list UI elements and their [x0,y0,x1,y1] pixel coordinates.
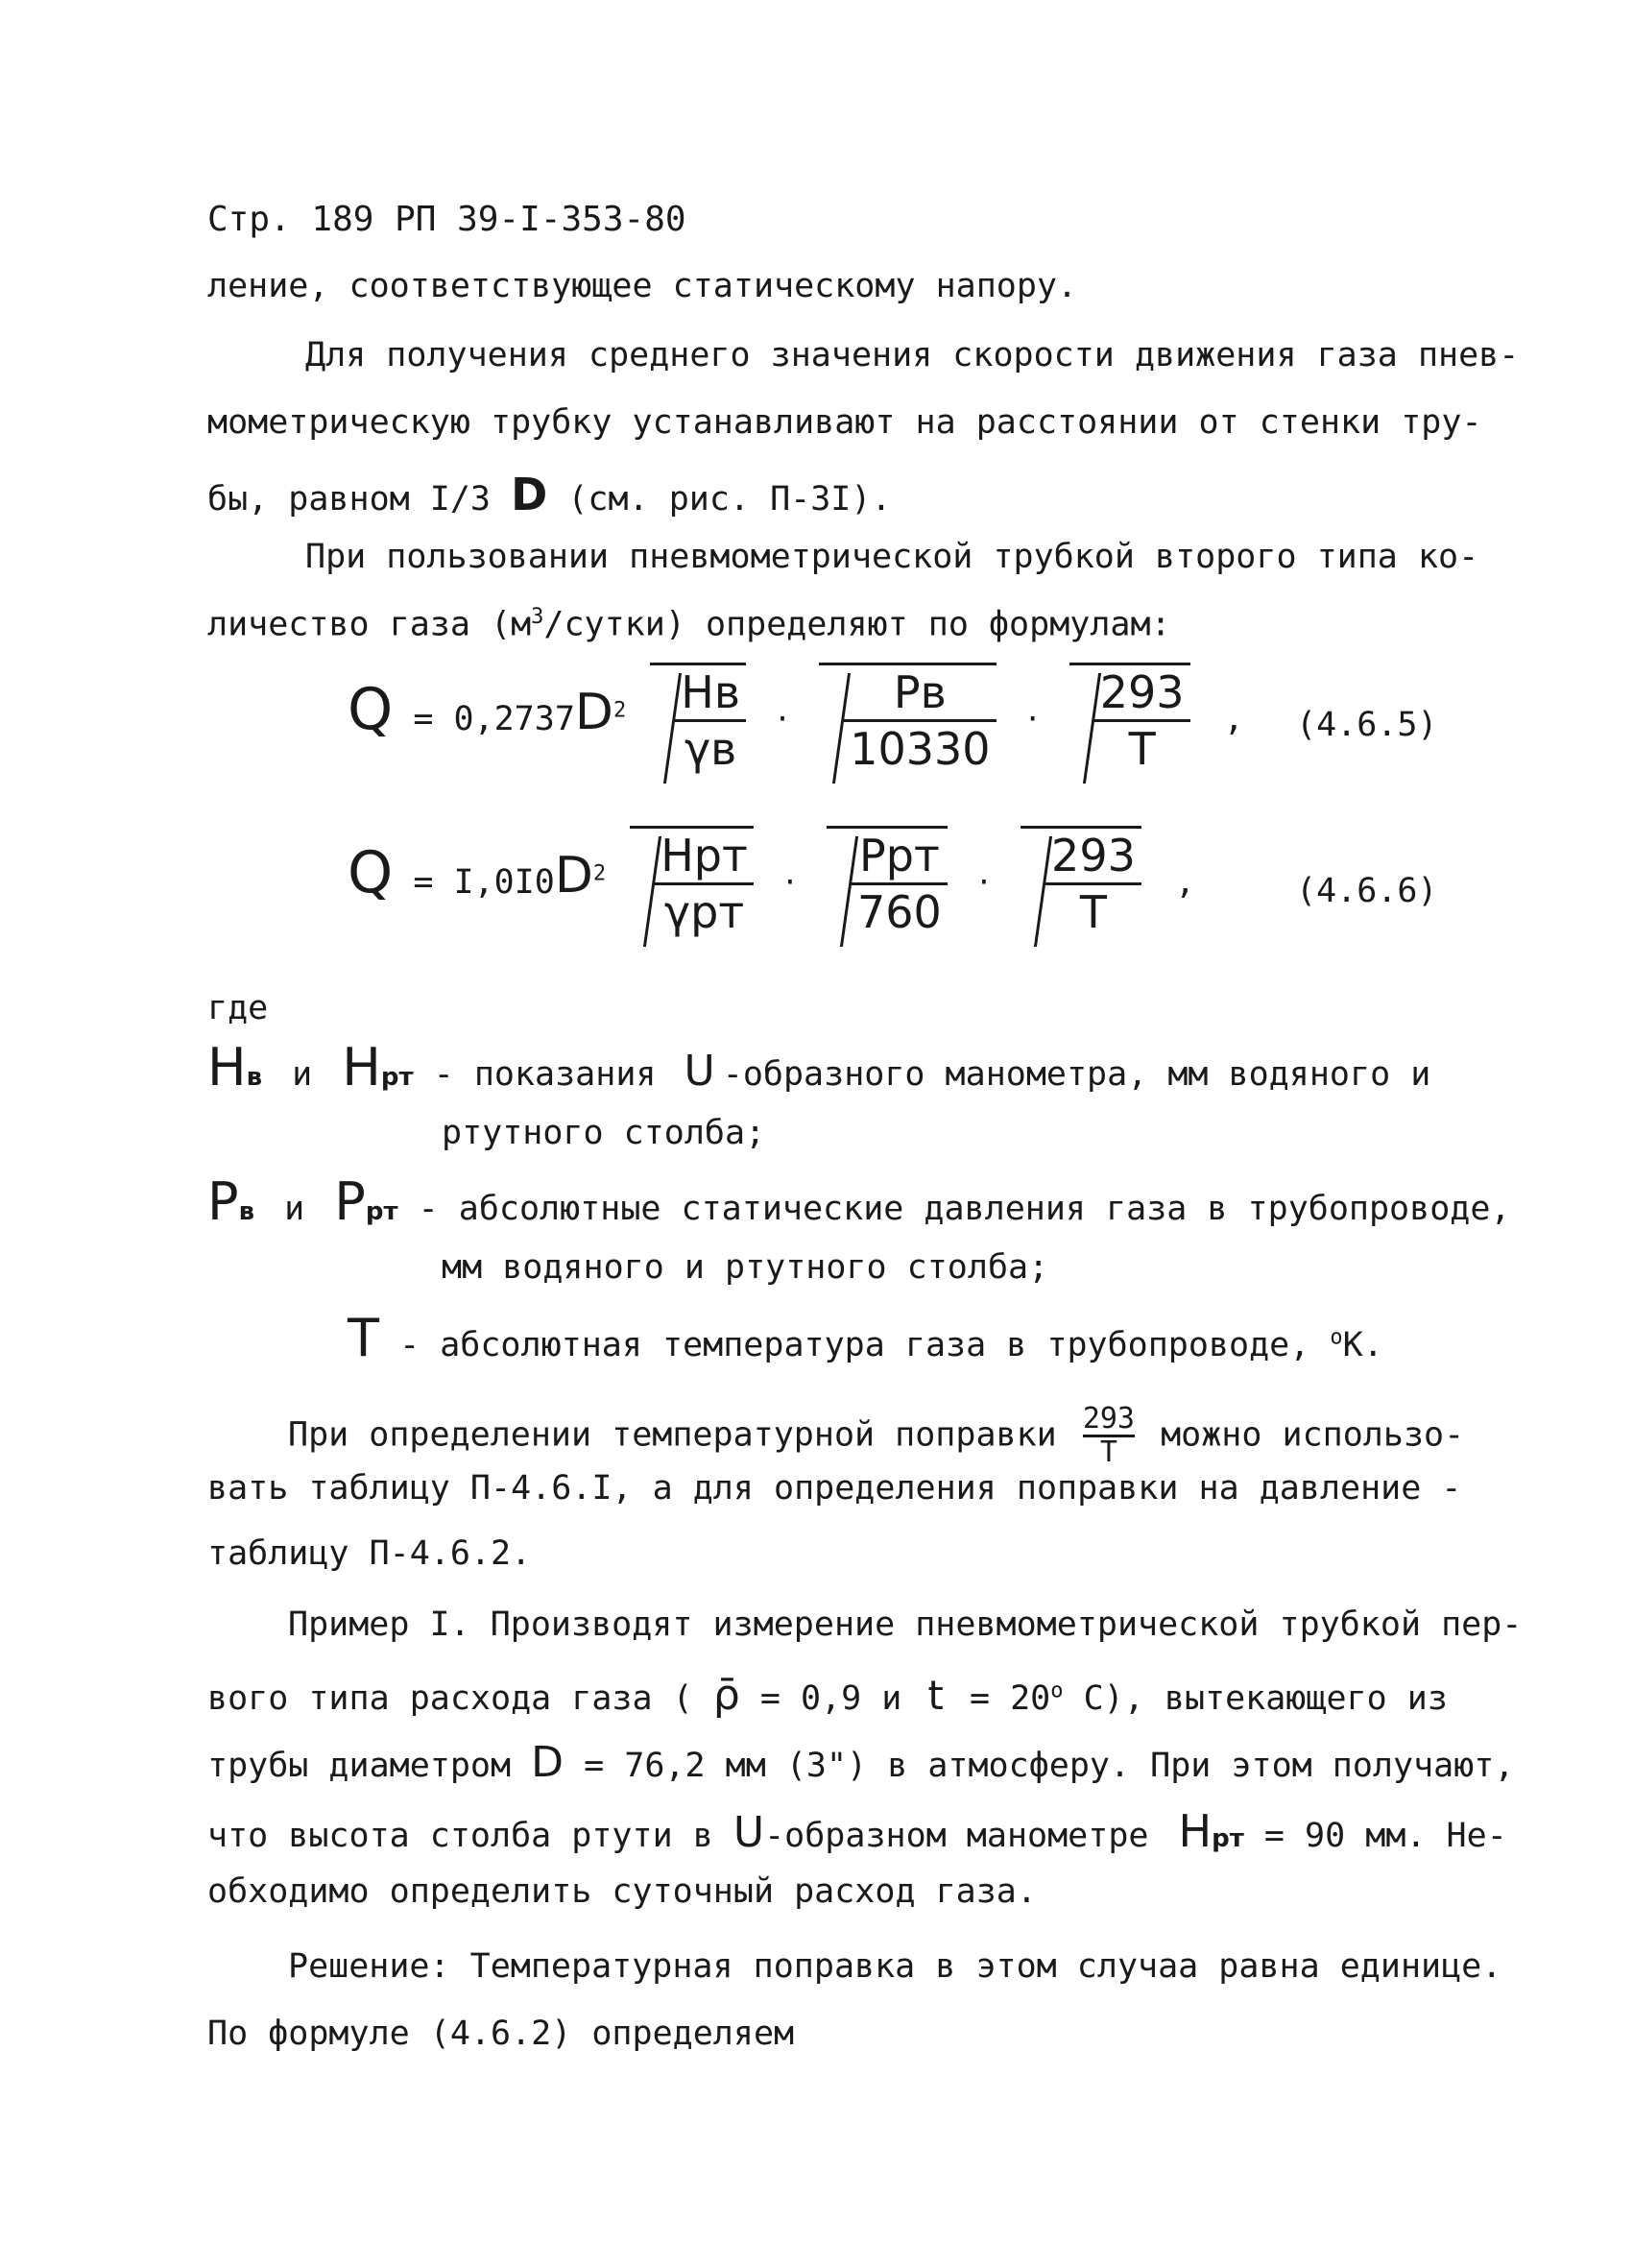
sqrt-term: $\frac{Hв}{\gamma в}$ [650,663,746,776]
sqrt-term: $\frac{\text{Pрт}}{760}$ [827,826,948,939]
sqrt-term: $\frac{293}{T}$ [1021,826,1141,939]
paragraph-line: Решение: Температурная поправка в этом случаа равна единице. [288,1947,1502,1986]
paragraph-line: трубы диаметром D = 76,2 мм (3") в атмосферу. При этом получают, [207,1738,1515,1787]
sqrt-term: $\frac{293}{T}$ [1069,663,1190,776]
where-label: где [207,989,269,1027]
sqrt-term: $\frac{\text{Hрт}}{\text{γрт}}$ [630,826,754,939]
paragraph-line: Пример I. Производят измерение пневмометрической трубкой пер- [288,1605,1523,1644]
equation-number: (4.6.6) [1296,872,1438,910]
page-label: Стр. [207,200,291,239]
paragraph-line: ление, соответствующее статическому напору. [207,267,1078,305]
paragraph-line: При определении температурной поправки $\frac{293}{T}$ можно использо- [288,1402,1465,1469]
page-number: 189 [311,200,374,239]
page-header [207,200,686,239]
formula-4-6-5: $Q = 0,2737D^2$ $\frac{Hв}{\gamma в}$ · $\frac{Pв}{10330}$ · $\frac{293}{T}$ , [348,663,1244,776]
temperature-correction-fraction: $\frac{293}{T}$ [1082,1402,1135,1469]
formula-4-6-6: $Q = I,0I0D^2$ $\frac{\text{Hрт}}{\text{γрт}}$ · $\frac{\text{Pрт}}{760}$ · $\frac{293}{T}$ , [348,826,1195,939]
doc-code: РП 39-I-353-80 [395,200,686,239]
sqrt-term: $\frac{Pв}{10330}$ [819,663,996,776]
paragraph-line: вать таблицу П-4.6.I, а для определения поправки на давление - [207,1469,1462,1508]
equation-number: (4.6.5) [1296,706,1438,744]
definition-t: T - абсолютная температура газа в трубопроводе, $^о$К. [348,1308,1383,1368]
paragraph-line: таблицу П-4.6.2. [207,1534,532,1573]
definition-p: Pв и Pрт - абсолютные статические давления газа в трубопроводе, [207,1171,1511,1232]
paragraph-line: Для получения среднего значения скорости движения газа пнев- [305,336,1520,374]
paragraph-line: При пользовании пневмометрической трубкой второго типа ко- [305,538,1479,576]
paragraph-line: обходимо определить суточный расход газа. [207,1872,1037,1911]
paragraph-line: бы, равном I/3 D (см. рис. П-3I). [207,469,892,520]
paragraph-line: личество газа $(м^3/сутки)$ определяют по формулам: [207,605,1171,644]
paragraph-line: мометрическую трубку устанавливают на расстоянии от стенки тру- [207,403,1482,442]
paragraph-line: По формуле (4.6.2) определяем [207,2015,795,2053]
paragraph-line: что высота столба ртути в U-образном манометре Hрт = 90 мм. Не- [207,1805,1507,1857]
definition-h-cont: ртутного столба; [442,1114,766,1152]
definition-h: Hв и Hрт - показания U -образного манометра, мм водяного и [207,1037,1431,1098]
paragraph-line: вого типа расхода газа ( ρ̄ = 0,9 и $t = 20^о$ С), вытекающего из [207,1671,1448,1720]
definition-p-cont: мм водяного и ртутного столба; [442,1248,1049,1287]
diameter-symbol: D [511,469,548,520]
